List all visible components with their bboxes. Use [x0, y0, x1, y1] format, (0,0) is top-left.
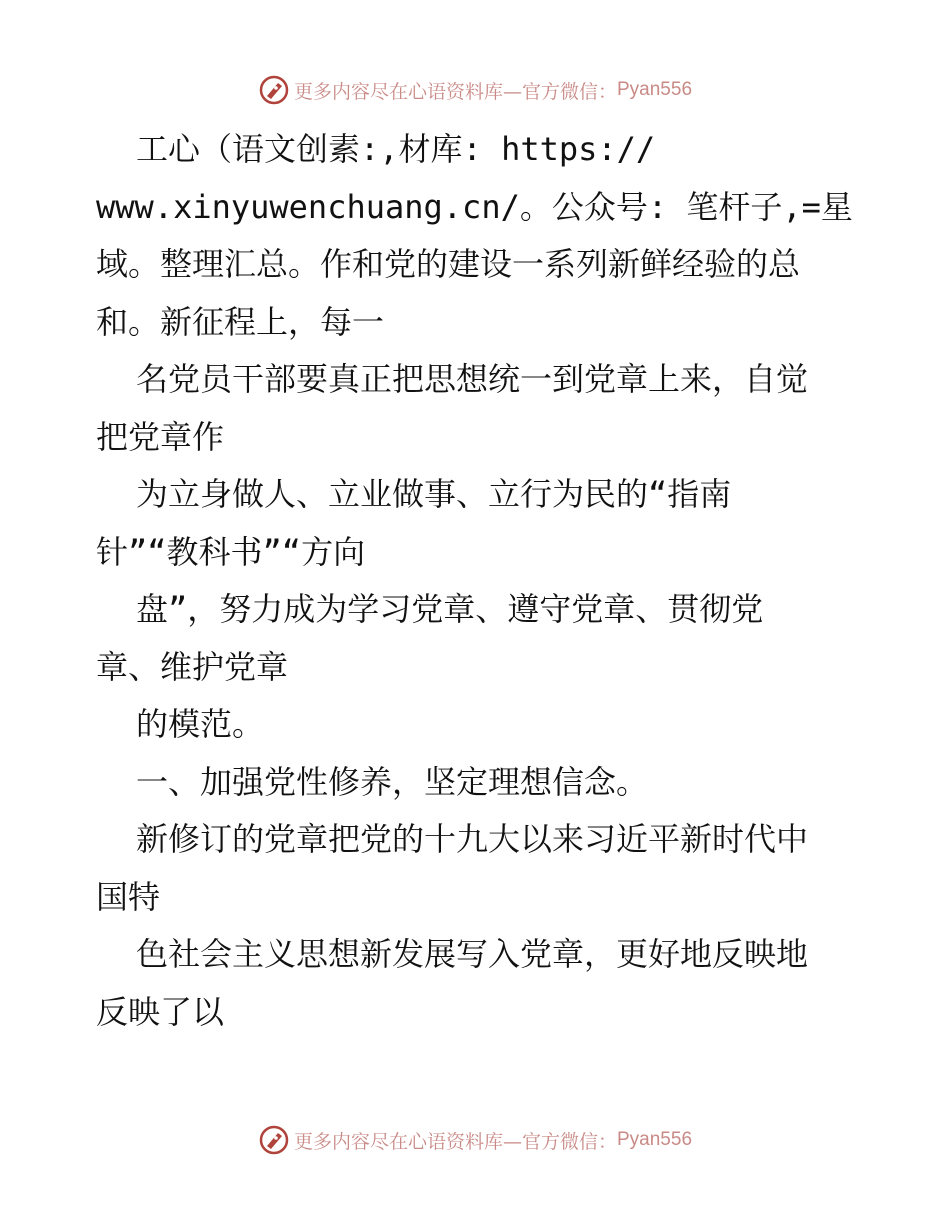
text-line: 盘”，努力成为学习党章、遵守党章、贯彻党 [136, 590, 764, 628]
section-heading: 一、加强党性修养，坚定理想信念。 [136, 762, 649, 801]
text-line: www.xinyuwenchuang.cn/。公众号: 笔杆子,=星 [96, 187, 853, 226]
text-line: 色社会主义思想新发展写入党章，更好地反映地 [136, 935, 809, 973]
text-line: 国特 [96, 877, 161, 916]
text-line: 和。新征程上，每一 [96, 302, 385, 341]
text-line: 反映了以 [96, 992, 225, 1031]
text-line: 章、维护党章 [96, 647, 289, 686]
watermark-text: 更多内容尽在心语资料库—官方微信： [293, 1130, 617, 1153]
watermark-wechat-id: Pyan556 [617, 1129, 693, 1150]
footer-watermark [0, 1120, 950, 1160]
pen-nib-circle-icon [258, 1124, 290, 1156]
text-line: 为立身做人、立业做事、立行为民的“指南 [136, 475, 732, 513]
text-line: 的模范。 [136, 705, 265, 743]
text-line: 名党员干部要真正把思想统一到党章上来，自觉 [136, 360, 809, 398]
text-line: 针”“教科书”“方向 [96, 532, 366, 571]
document-body [96, 121, 856, 1041]
watermark-wechat-id: Pyan556 [617, 79, 693, 100]
watermark-text: 更多内容尽在心语资料库—官方微信： [293, 80, 617, 103]
text-line: 工心（语文创素:,材库: https:// [136, 130, 656, 168]
text-line: 把党章作 [96, 417, 225, 456]
pen-nib-circle-icon [258, 74, 290, 106]
text-line: 新修订的党章把党的十九大以来习近平新时代中 [136, 820, 809, 858]
header-watermark [0, 70, 950, 110]
text-line: 域。整理汇总。作和党的建设一系列新鲜经验的总 [96, 245, 801, 283]
